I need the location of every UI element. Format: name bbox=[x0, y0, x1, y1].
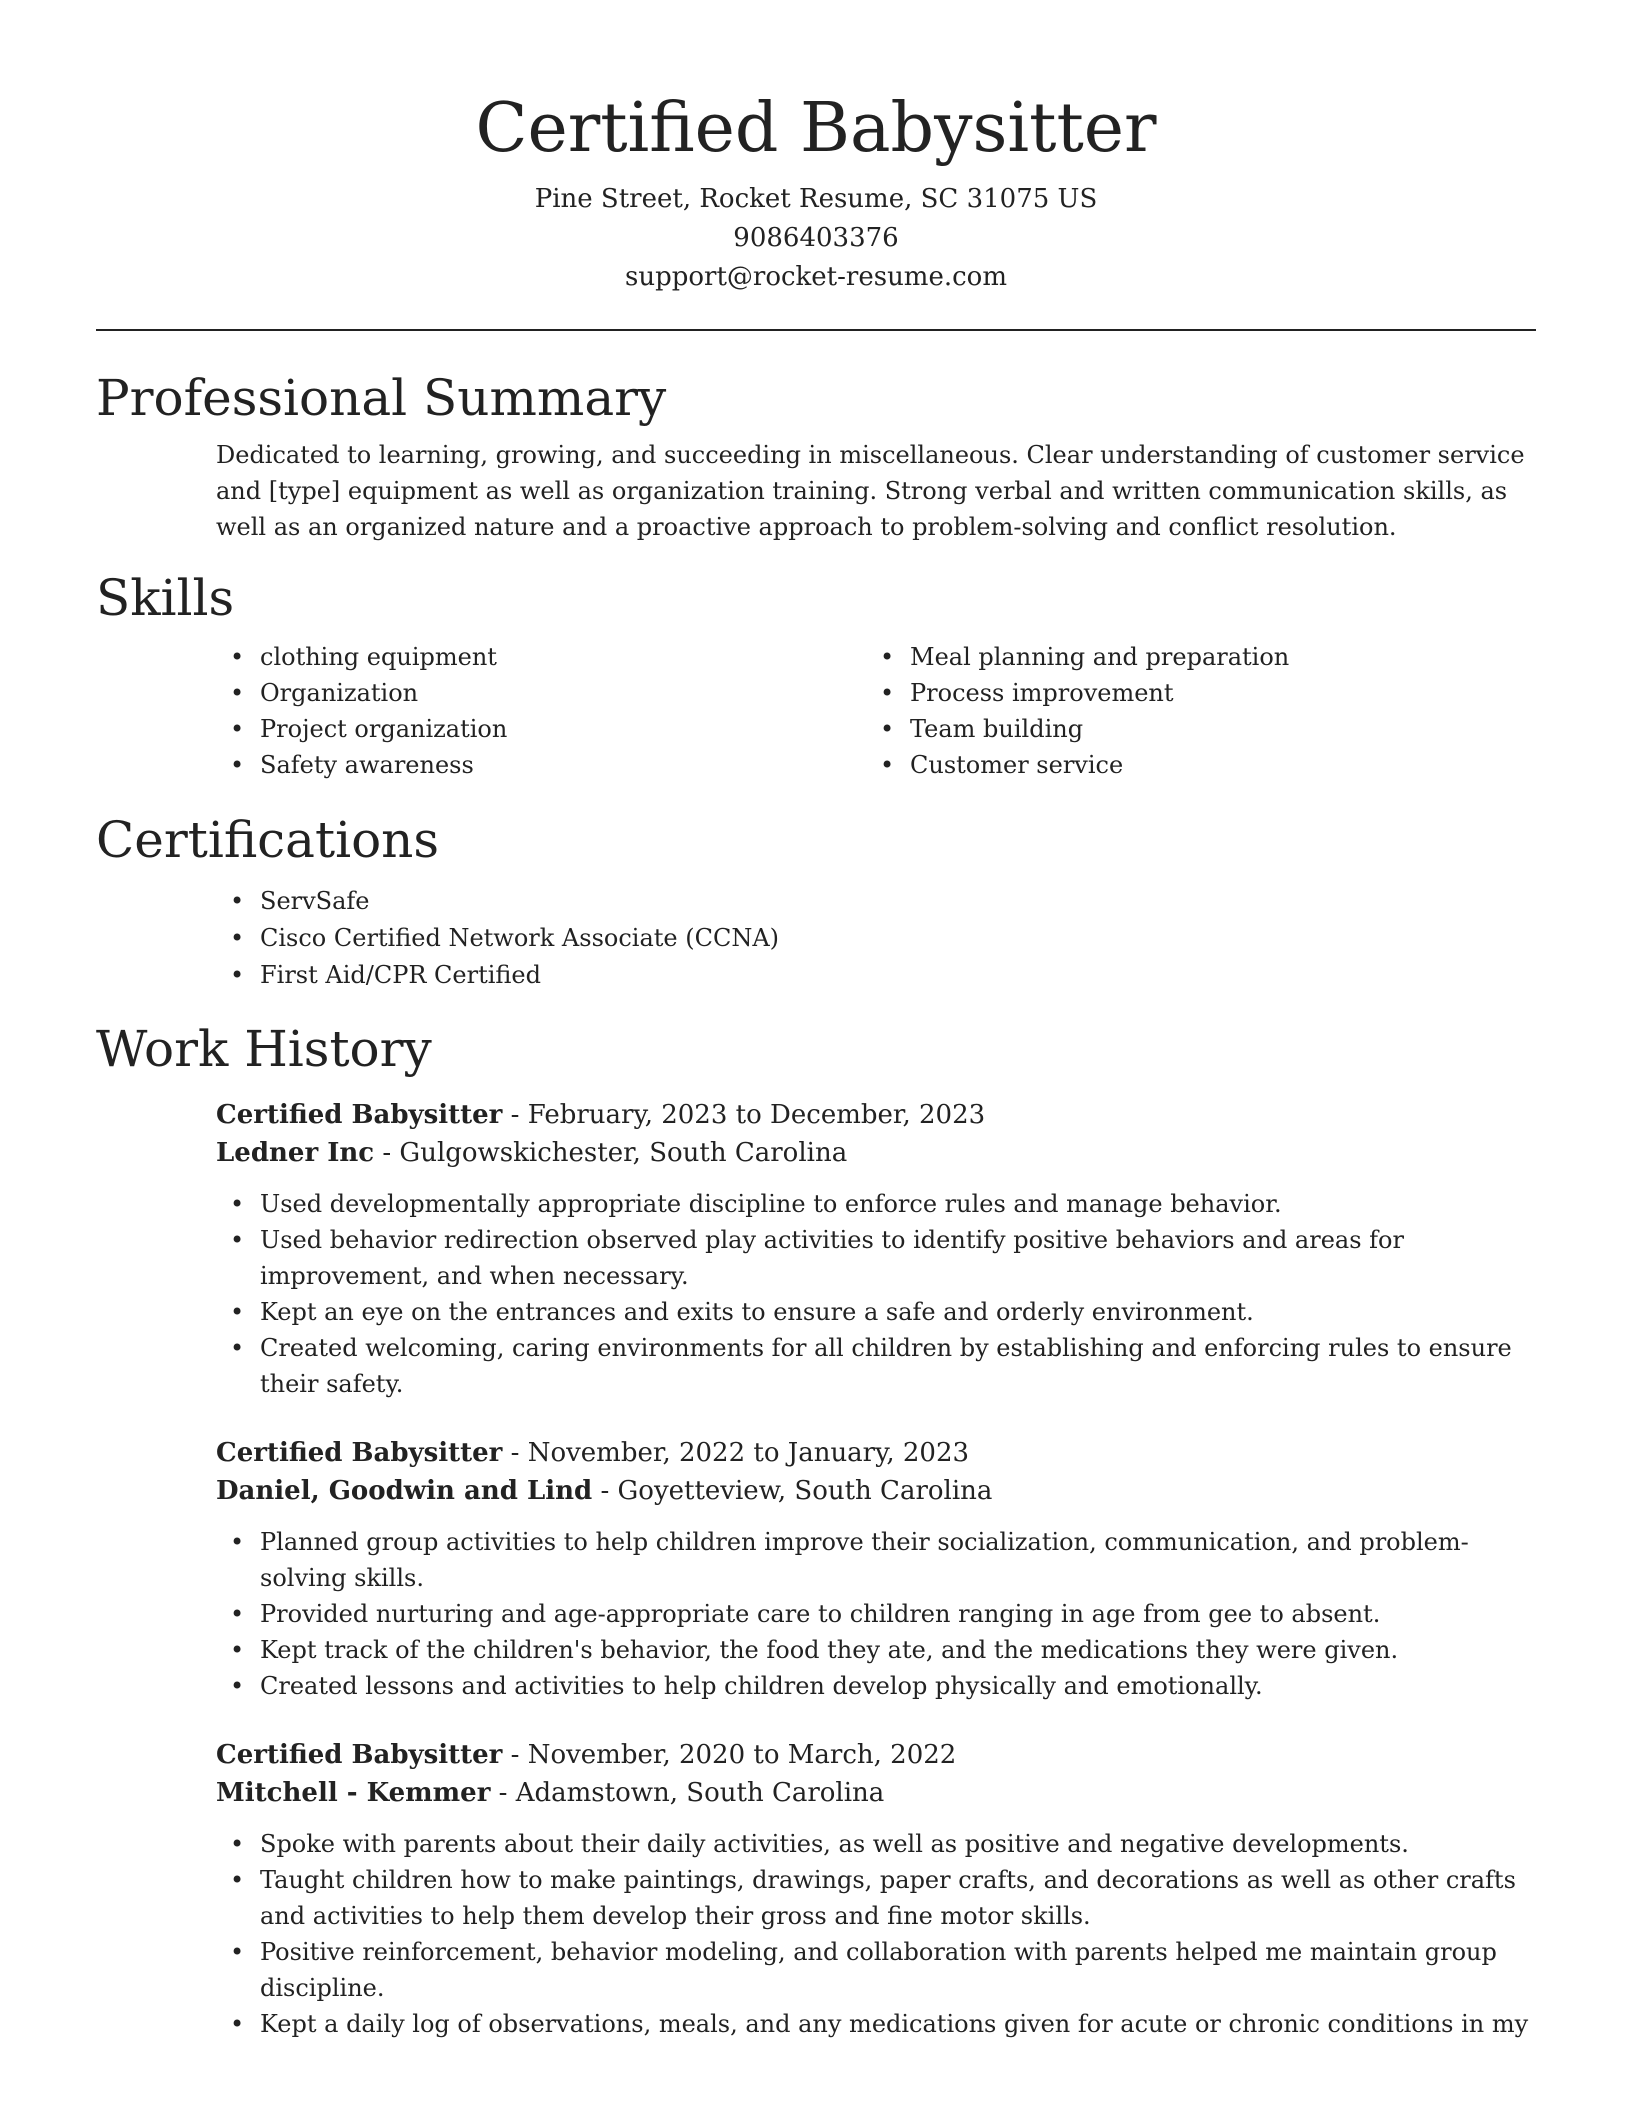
job-duty-item: • Spoke with parents about their daily activities, as well as positive and negative developments. bbox=[230, 1830, 1409, 1858]
certifications-list bbox=[96, 883, 1536, 994]
job-title: Certified Babysitter bbox=[216, 1100, 503, 1130]
job-duty-item: • Kept track of the children's behavior, the food they ate, and the medications they were given. bbox=[230, 1636, 1399, 1664]
contact-block bbox=[96, 180, 1536, 297]
job-duty-item: • Created welcoming, caring environments for all children by establishing and enforcing rules to ensure their safety. bbox=[230, 1334, 1512, 1398]
skill-item: • Team building bbox=[880, 715, 1084, 743]
job-company: Ledner Inc bbox=[216, 1138, 375, 1168]
job-duty-item: • Kept an eye on the entrances and exits to ensure a safe and orderly environment. bbox=[230, 1298, 1254, 1326]
job-entry bbox=[216, 1736, 1536, 2042]
header-divider bbox=[96, 329, 1536, 331]
job-duty-item: • Planned group activities to help children improve their socialization, communication, and problem-solving skills. bbox=[230, 1528, 1469, 1592]
certification-item: • First Aid/CPR Certified bbox=[230, 961, 541, 989]
work-history-section bbox=[96, 1018, 1536, 2042]
job-dates: - February, 2023 to December, 2023 bbox=[502, 1100, 986, 1130]
job-company: Daniel, Goodwin and Lind bbox=[216, 1476, 593, 1506]
job-duties-list bbox=[96, 1186, 1536, 1402]
skill-item: • Process improvement bbox=[880, 679, 1174, 707]
job-location: - Goyetteview, South Carolina bbox=[592, 1476, 993, 1506]
skill-item: • clothing equipment bbox=[230, 643, 497, 671]
job-title: Certified Babysitter bbox=[216, 1438, 503, 1468]
job-duties-list bbox=[96, 1524, 1536, 1704]
job-dates: - November, 2022 to January, 2023 bbox=[502, 1438, 970, 1468]
skills-section bbox=[96, 567, 1536, 783]
job-dates: - November, 2020 to March, 2022 bbox=[502, 1740, 957, 1770]
job-company-line bbox=[216, 1472, 1536, 1510]
job-duty-item: • Provided nurturing and age-appropriate care to children ranging in age from gee to absent. bbox=[230, 1600, 1381, 1628]
job-title-line bbox=[216, 1096, 1536, 1134]
job-duty-item: • Positive reinforcement, behavior modeling, and collaboration with parents helped me maintain group discipline. bbox=[230, 1938, 1497, 2002]
job-duty-item: • Kept a daily log of observations, meals, and any medications given for acute or chronic conditions in my bbox=[230, 2010, 1529, 2038]
summary-section bbox=[96, 367, 1536, 545]
certifications-heading: Certifications bbox=[96, 811, 440, 869]
job-duty-item: • Used developmentally appropriate discipline to enforce rules and manage behavior. bbox=[230, 1190, 1282, 1218]
job-company: Mitchell - Kemmer bbox=[216, 1778, 491, 1808]
job-title: Certified Babysitter bbox=[216, 1740, 503, 1770]
certifications-section bbox=[96, 809, 1536, 994]
summary-heading: Professional Summary bbox=[96, 369, 667, 427]
skill-item: • Safety awareness bbox=[230, 751, 474, 779]
job-entry bbox=[216, 1434, 1536, 1704]
job-duties-list bbox=[96, 1826, 1536, 2042]
skills-heading: Skills bbox=[96, 569, 235, 627]
skills-column-right bbox=[746, 639, 1396, 783]
job-duty-item: • Created lessons and activities to help children develop physically and emotionally. bbox=[230, 1672, 1263, 1700]
skills-grid bbox=[96, 639, 1536, 783]
job-entry bbox=[216, 1096, 1536, 1402]
resume-page bbox=[96, 0, 1536, 2042]
contact-phone: 9086403376 bbox=[733, 223, 899, 253]
job-location: - Gulgowskichester, South Carolina bbox=[374, 1138, 848, 1168]
job-duty-item: • Used behavior redirection observed play activities to identify positive behaviors and areas for improvement, and when necessary. bbox=[230, 1226, 1404, 1290]
skills-column-left bbox=[96, 639, 746, 783]
skill-item: • Organization bbox=[230, 679, 419, 707]
skill-item: • Customer service bbox=[880, 751, 1124, 779]
contact-email: support@rocket-resume.com bbox=[624, 262, 1007, 292]
summary-text: Dedicated to learning, growing, and succeeding in miscellaneous. Clear understanding of customer service and [type] equipment as well as organization training. Strong verbal and written communication skills, as well as an organized nature and a proactive approach to problem-solving and conflict resolution. bbox=[216, 441, 1525, 541]
candidate-name: Certified Babysitter bbox=[475, 89, 1157, 168]
job-company-line bbox=[216, 1134, 1536, 1172]
contact-address: Pine Street, Rocket Resume, SC 31075 US bbox=[534, 184, 1098, 214]
job-title-line bbox=[216, 1434, 1536, 1472]
certification-item: • ServSafe bbox=[230, 887, 370, 915]
work-history-heading: Work History bbox=[96, 1020, 432, 1078]
skill-item: • Project organization bbox=[230, 715, 508, 743]
job-company-line bbox=[216, 1774, 1536, 1812]
certification-item: • Cisco Certified Network Associate (CCNA) bbox=[230, 924, 780, 952]
job-title-line bbox=[216, 1736, 1536, 1774]
job-duty-item: • Taught children how to make paintings, drawings, paper crafts, and decorations as well as other crafts and activities to help them develop their gross and fine motor skills. bbox=[230, 1866, 1516, 1930]
job-location: - Adamstown, South Carolina bbox=[490, 1778, 885, 1808]
skill-item: • Meal planning and preparation bbox=[880, 643, 1290, 671]
